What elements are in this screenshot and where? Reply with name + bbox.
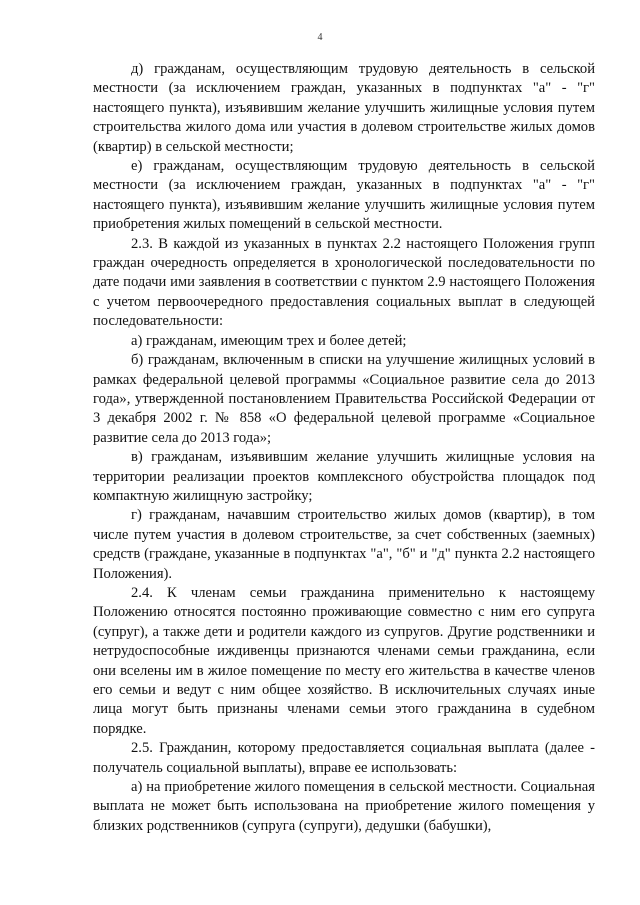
paragraph-2-4: 2.4. К членам семьи гражданина применительно к настоящему Положению относятся постоянно проживающие совместно с ним его супруга (супруг), а также дети и родители каждого из супругов. Другие родственники и нетрудоспособные иждивенцы признаются членами семьи гражданина, если они вселены им в жилое помещение по месту его жительства в качестве членов его семьи и ведут с ним общее хозяйство. В исключительных случаях иные лица могут быть признаны членами семьи этого гражданина в судебном порядке.: [93, 584, 595, 737]
paragraph-d: д) гражданам, осуществляющим трудовую деятельность в сельской местности (за исключением граждан, указанных в подпунктах "а" - "г" настоящего пункта), изъявившим желание улучшить жилищные условия путем строительства жилого дома или участия в долевом строительстве жилых домов (квартир) в сельской местности;: [93, 61, 595, 155]
page-number: 4: [317, 32, 323, 43]
paragraph-2-5: 2.5. Гражданин, которому предоставляется социальная выплата (далее - получатель социальной выплаты), вправе ее использовать:: [93, 740, 595, 776]
paragraph-2-5-a: а) на приобретение жилого помещения в сельской местности. Социальная выплата не может быть использована на приобретение жилого помещения у близких родственников (супруга (супруги), дедушки (бабушки),: [93, 779, 595, 834]
paragraph-2-3: 2.3. В каждой из указанных в пунктах 2.2 настоящего Положения групп граждан очередность определяется в хронологической последовательности по дате подачи ими заявления в соответствии с пунктом 2.9 настоящего Положения с учетом первоочередного предоставления социальных выплат в следующей последовательности:: [93, 235, 595, 330]
paragraph-2-3-g: г) гражданам, начавшим строительство жилых домов (квартир), в том числе путем участия в долевом строительстве, за счет собственных (заемных) средств (граждане, указанные в подпунктах "а", "б" и "д" пункта 2.2 настоящего Положения).: [93, 507, 595, 582]
paragraph-2-3-a: а) гражданам, имеющим трех и более детей;: [131, 332, 407, 349]
paragraph-2-3-b: б) гражданам, включенным в списки на улучшение жилищных условий в рамках федеральной целевой программы «Социальное развитие села до 2013 года», утвержденной постановлением Правительства Российской Федерации от 3 декабря 2002 г. № 858 «О федеральной целевой программе «Социальное развитие села до 2013 года»;: [93, 352, 595, 446]
paragraph-e: е) гражданам, осуществляющим трудовую деятельность в сельской местности (за исключением граждан, указанных в подпунктах "а" - "г" настоящего пункта), изъявившим желание улучшить жилищные условия путем приобретения жилых помещений в сельской местности.: [93, 158, 595, 233]
paragraph-2-3-v: в) гражданам, изъявившим желание улучшить жилищные условия на территории реализации проектов комплексного обустройства площадок под компактную жилищную застройку;: [93, 449, 595, 504]
document-body: [93, 60, 595, 836]
